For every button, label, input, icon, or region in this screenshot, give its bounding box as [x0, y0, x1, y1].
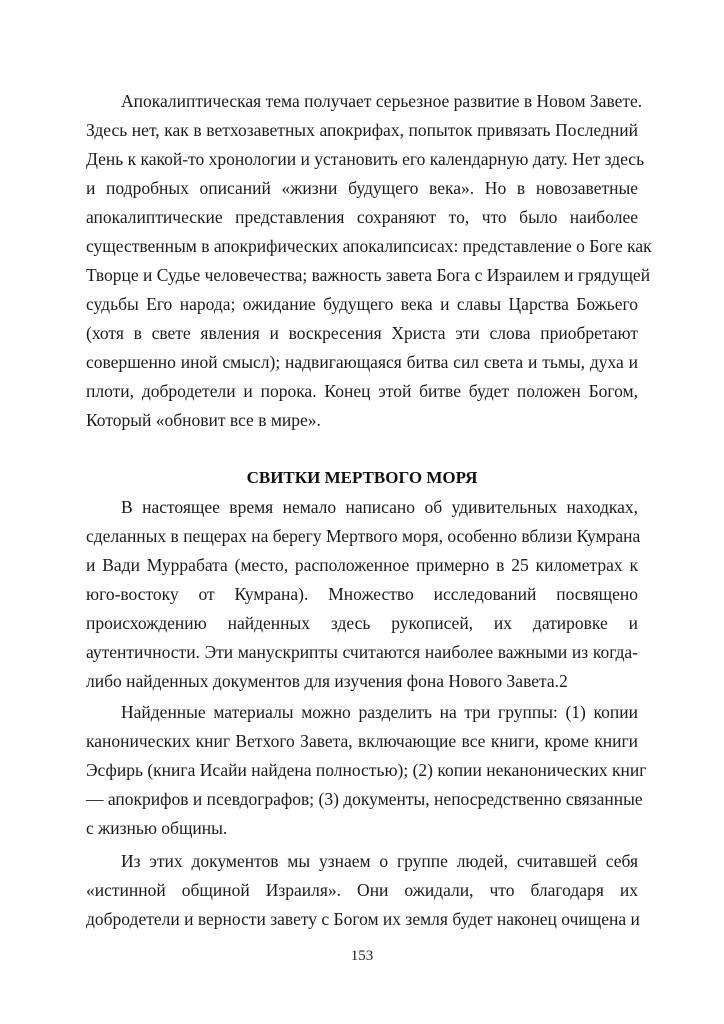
- text-line: Творце и Судье человечества; важность завета Бога с Израилем и грядущей: [86, 265, 651, 285]
- page-number: 153: [350, 948, 374, 964]
- text-line: добродетели и верности завету с Богом их земля будет наконец очищена и: [86, 909, 640, 929]
- text-line: и подробных описаний «жизни будущего века». Но в новозаветные: [86, 178, 638, 198]
- text-line: канонических книг Ветхого Завета, включающие все книги, кроме книги: [86, 731, 638, 751]
- text-line: сделанных в пещерах на берегу Мертвого моря, особенно вблизи Кумрана: [86, 526, 641, 546]
- text-line: плоти, добродетели и порока. Конец этой битве будет положен Богом,: [86, 381, 638, 401]
- text-line: происхождению найденных здесь рукописей, их датировке и: [86, 613, 638, 633]
- text-line: апокалиптические представления сохраняют то, что было наиболее: [86, 207, 638, 227]
- text-line: Здесь нет, как в ветхозаветных апокрифах, попыток привязать Последний: [86, 120, 638, 140]
- text-line: с жизнью общины.: [86, 818, 228, 838]
- text-line: (хотя в свете явления и воскресения Христа эти слова приобретают: [86, 323, 638, 343]
- text-line: День к какой-то хронологии и установить его календарную дату. Нет здесь: [86, 149, 645, 169]
- text-line: и Вади Муррабата (место, расположенное примерно в 25 километрах к: [86, 555, 638, 575]
- text-line: юго-востоку от Кумрана). Множество исследований посвящено: [86, 584, 638, 604]
- text-line: В настоящее время немало написано об удивительных находках,: [121, 497, 638, 517]
- text-line: Из этих документов мы узнаем о группе людей, считавшей себя: [121, 851, 638, 871]
- section-heading: СВИТКИ МЕРТВОГО МОРЯ: [246, 468, 478, 487]
- text-line: либо найденных документов для изучения фона Нового Завета.2: [86, 671, 568, 691]
- text-line: — апокрифов и псевдографов; (3) документы, непосредственно связанные: [86, 789, 643, 809]
- text-line: Эсфирь (книга Исайи найдена полностью); (2) копии неканонических книг: [86, 760, 647, 780]
- text-line: существенным в апокрифических апокалипсисах: представление о Боге как: [86, 236, 652, 256]
- text-line: Который «обновит все в мире».: [86, 410, 321, 430]
- text-line: судьбы Его народа; ожидание будущего века и славы Царства Божьего: [86, 294, 638, 314]
- text-line: аутентичности. Эти манускрипты считаются наиболее важными из когда-: [86, 642, 638, 662]
- text-line: «истинной общиной Израиля». Они ожидали, что благодаря их: [86, 880, 638, 900]
- text-line: Найденные материалы можно разделить на три группы: (1) копии: [121, 702, 638, 722]
- text-line: Апокалиптическая тема получает серьезное развитие в Новом Завете.: [121, 91, 643, 111]
- text-line: совершенно иной смысл); надвигающаяся битва сил света и тьмы, духа и: [86, 352, 638, 372]
